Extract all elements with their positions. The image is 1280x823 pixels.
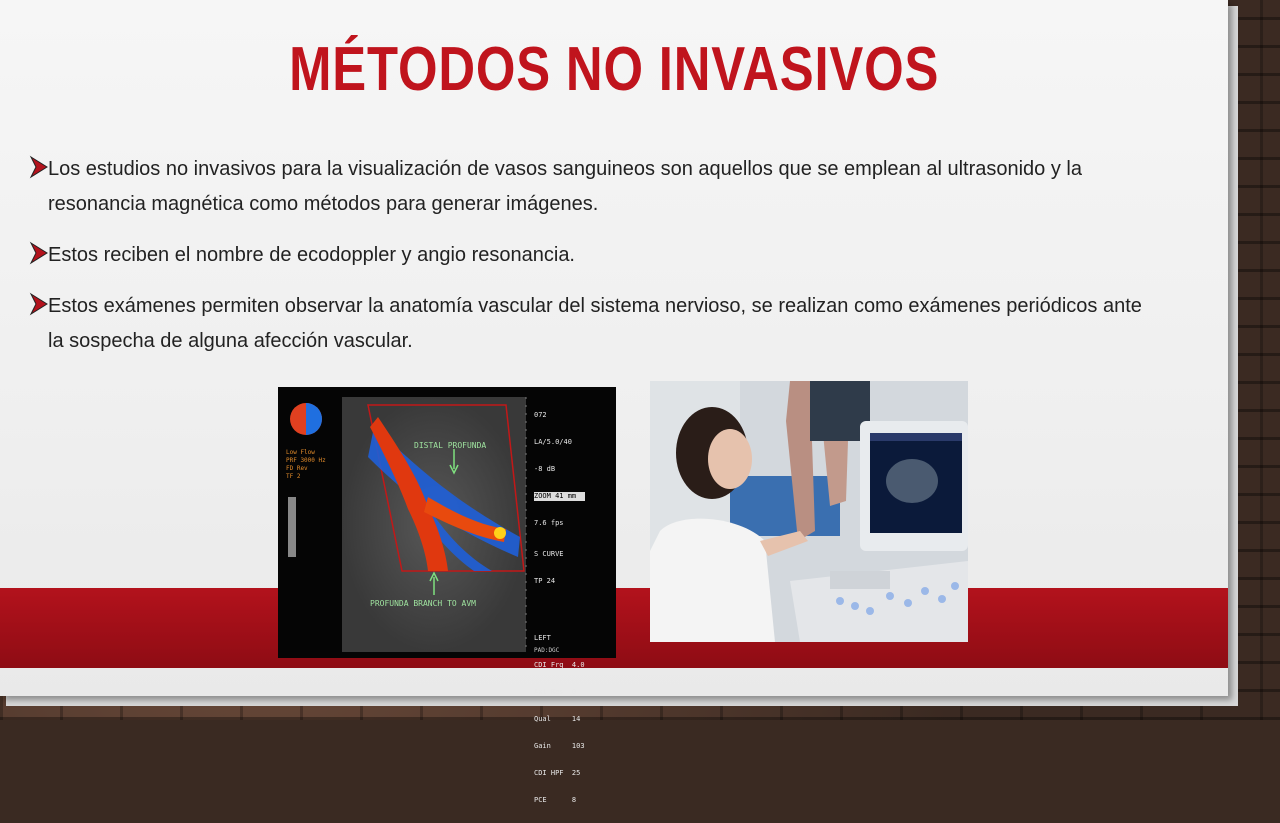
bullet-item <box>30 289 1150 359</box>
arrow-bullet-icon <box>30 242 48 264</box>
doppler-setting: Axl Res 0 <box>534 688 577 696</box>
arrow-bullet-icon <box>30 293 48 315</box>
doppler-setting: TP 24 <box>534 577 556 585</box>
doppler-setting: CDI HPF 25 <box>534 769 581 777</box>
arrow-bullet-icon <box>30 156 48 178</box>
bullet-text: Estos reciben el nombre de ecodoppler y angio resonancia. <box>48 244 575 266</box>
doppler-setting: -8 dB <box>534 465 556 473</box>
doppler-settings-right <box>534 393 585 823</box>
doppler-label-bottom: PROFUNDA BRANCH TO AVM <box>370 599 476 608</box>
doppler-ultrasound-image <box>278 387 616 804</box>
bullet-item <box>30 238 1150 273</box>
doppler-setting: PCE 8 <box>534 796 577 804</box>
slide-title: MÉTODOS NO INVASIVOS <box>289 35 940 104</box>
doppler-setting: Low Flow <box>286 449 315 456</box>
clinician-ultrasound-photo <box>650 381 968 642</box>
doppler-setting: PRF 3000 Hz <box>286 457 326 464</box>
doppler-setting: FD Rev <box>286 465 308 472</box>
doppler-label-top: DISTAL PROFUNDA <box>414 441 487 450</box>
doppler-settings-left <box>286 449 326 481</box>
photo-illustration <box>650 381 968 642</box>
doppler-setting: 7.6 fps <box>534 519 564 527</box>
doppler-setting: Qual 14 <box>534 715 581 723</box>
doppler-setting: CDI Frq 4.0 <box>534 661 585 669</box>
doppler-footer: PAD:DGC <box>534 647 560 654</box>
bullet-text: Los estudios no invasivos para la visualización de vasos sanguineos son aquellos que se emplean al ultrasonido y la resonancia magnética como métodos para generar imágenes. <box>48 158 1082 215</box>
doppler-setting: S CURVE <box>534 550 564 558</box>
doppler-setting: 072 <box>534 411 547 419</box>
bullet-text: Estos exámenes permiten observar la anatomía vascular del sistema nervioso, se realizan como exámenes periódicos ante la sospecha de alguna afección vascular. <box>48 295 1142 352</box>
doppler-setting: LA/5.0/40 <box>534 438 572 446</box>
doppler-setting: LEFT <box>534 634 551 642</box>
doppler-setting: TF 2 <box>286 473 301 480</box>
bullet-list <box>30 152 1150 375</box>
doppler-setting: Gain 103 <box>534 742 585 750</box>
bullet-item <box>30 152 1150 222</box>
doppler-setting: ZOOM 41 mm <box>534 492 585 501</box>
